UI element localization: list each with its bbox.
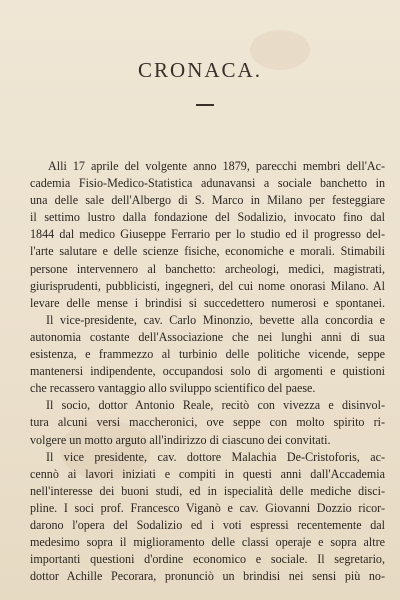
text-line: cademia Fisio-Medico-Statistica adunavansi a sociale banchetto in	[30, 176, 385, 191]
text-line: Il vice-presidente, cav. Carlo Minonzio, bevette alla concordia e	[46, 312, 385, 327]
text-line: Il socio, dottor Antonio Reale, recitò con vivezza e disinvol-	[46, 398, 385, 413]
text-line: dottor Achille Pecorara, pronunciò un brindisi nei sensi più no-	[30, 569, 385, 584]
text-line: esistenza, e frammezzo al turbinio delle politiche vicende, seppe	[30, 347, 385, 362]
text-line: l'arte salutare e delle scienze fisiche, economiche e morali. Stimabili	[30, 244, 385, 259]
text-line: medesimo sopra il miglioramento delle classi operaje e sopra altre	[30, 535, 385, 550]
text-line: 1844 dal medico Giuseppe Ferrario per lo studio ed il progresso del-	[30, 227, 385, 242]
text-line: che recassero vantaggio allo sviluppo scientifico del paese.	[30, 381, 316, 396]
text-line: Alli 17 aprile del volgente anno 1879, parecchi membri dell'Ac-	[48, 159, 385, 173]
page-title: CRONACA.	[138, 58, 262, 82]
body-text	[30, 158, 385, 585]
text-line: una delle sale dell'Albergo di S. Marco in Milano per festeggiare	[30, 193, 385, 208]
text-line: volgere un motto arguto all'indirizzo di ciascuno dei convitati.	[30, 432, 331, 447]
text-line: nell'interesse dei buoni studi, ed in ispecialità delle mediche disci-	[30, 483, 385, 498]
text-line: pline. I soci prof. Francesco Viganò e cav. Giovanni Dozzio ricor-	[30, 500, 385, 515]
text-line: mantenersi indipendente, occupandosi solo di argomenti e quistioni	[30, 364, 385, 379]
text-line: persone intervennero al banchetto: archeologi, medici, magistrati,	[30, 261, 385, 276]
text-line: giurisprudenti, pubblicisti, ingegneri, del cui nome onorasi Milano. Al	[30, 278, 385, 293]
text-line: levare delle mense i brindisi si succedettero numerosi e spontanei.	[30, 295, 385, 310]
text-line: Il vice presidente, cav. dottore Malachia De-Cristoforis, ac-	[46, 449, 385, 464]
text-line: autonomia costante dell'Associazione che nei lunghi anni di sua	[30, 329, 385, 344]
text-line: darono l'opera del Sodalizio ed i voti espressi recentemente dal	[30, 517, 385, 532]
title-rule	[196, 104, 214, 106]
text-line: cennò ai lavori iniziati e compiti in questi anni dall'Accademia	[30, 466, 385, 481]
text-line: il settimo lustro dalla fondazione del Sodalizio, invocato fino dal	[30, 210, 385, 225]
text-line: importanti questioni d'ordine economico e sociale. Il segretario,	[30, 552, 385, 567]
text-line: tura alcuni versi maccheronici, ove seppe con molto spirito ri-	[30, 415, 385, 430]
